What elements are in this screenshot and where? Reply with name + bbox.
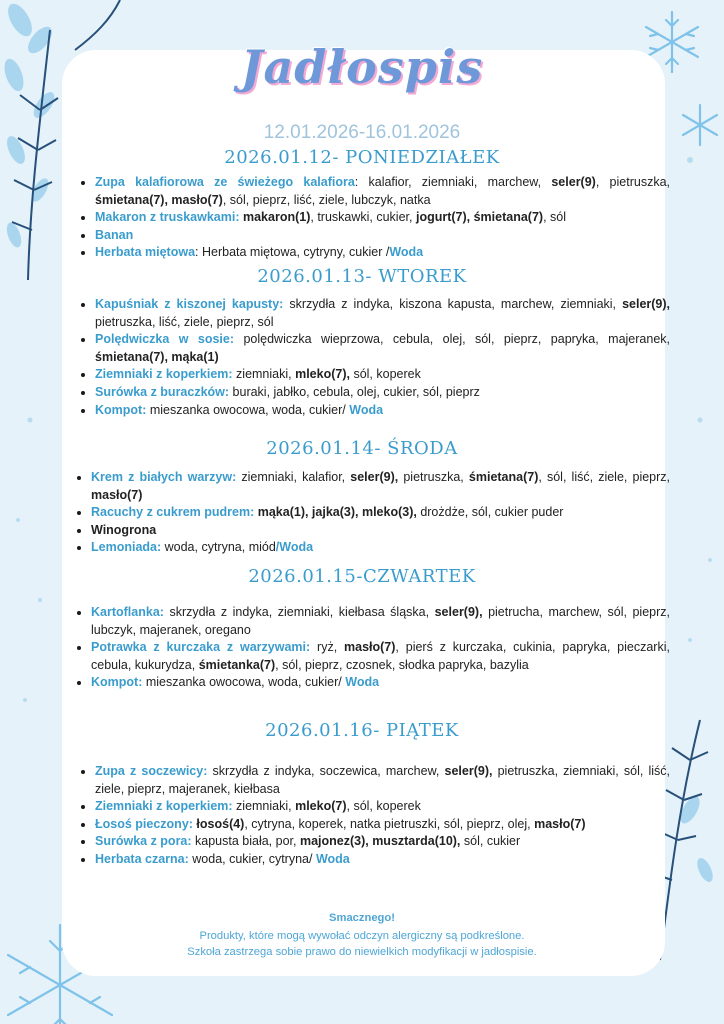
ingredients-text: skrzydła z indyka, kiszona kapusta, marchew, ziemniaki, xyxy=(283,297,623,311)
menu-item xyxy=(95,366,670,384)
dish-name: Makaron z truskawkami: xyxy=(95,210,240,225)
ingredients-text: kapusta biała, por, xyxy=(191,834,300,849)
dish-name: Ziemniaki z koperkiem: xyxy=(95,799,233,814)
menu-item xyxy=(95,851,670,869)
dish-name: Kartoflanka: xyxy=(91,605,164,619)
dish-name: Zupa kalafiorowa ze świeżego kalafiora xyxy=(95,175,355,189)
allergen-ingredient: masło(7) xyxy=(534,816,586,831)
menu-list-wednesday xyxy=(72,469,670,557)
menu-item xyxy=(95,244,670,262)
ingredients-text: sól, cukier xyxy=(460,834,521,849)
dish-name: Winogrona xyxy=(91,522,157,537)
dish-name: Racuchy z cukrem pudrem: xyxy=(91,505,255,520)
menu-item xyxy=(95,402,670,420)
ingredients-text: skrzydła z indyka, soczewica, marchew, xyxy=(207,764,445,778)
day-heading-friday: 2026.01.16- PIĄTEK xyxy=(265,720,459,741)
menu-item xyxy=(95,763,670,798)
allergen-ingredient: seler(9), xyxy=(622,297,671,311)
ingredients-text: woda, cytryna, miód xyxy=(161,540,276,555)
menu-list-thursday xyxy=(72,604,670,692)
ingredients-text: ziemniaki, kalafior, xyxy=(236,470,351,484)
allergen-ingredient: mąka(1), jajka(3), mleko(3), xyxy=(257,505,417,520)
ingredients-text: sól, koperek xyxy=(349,367,421,382)
allergen-ingredient: makaron(1) xyxy=(242,210,311,225)
ingredients-text: ziemniaki, xyxy=(232,367,296,382)
allergen-ingredient: seler(9), xyxy=(350,470,399,484)
allergen-ingredient: seler(9), xyxy=(444,764,493,778)
water-label: /Woda xyxy=(275,540,314,555)
ingredients-text: , sól, koperek xyxy=(346,799,421,814)
menu-item xyxy=(95,331,670,366)
water-label: Woda xyxy=(349,402,384,417)
ingredients-text: , pierś z kurczaka, cukinia, papryka, pieczarki, cebula, kukurydza, xyxy=(91,640,670,672)
allergen-ingredient: seler(9) xyxy=(551,175,596,189)
dish-name: Kompot: xyxy=(91,675,143,690)
allergen-ingredient: łosoś(4) xyxy=(196,816,245,831)
menu-item xyxy=(91,639,670,674)
day-heading-wednesday: 2026.01.14- ŚRODA xyxy=(266,438,458,459)
dish-name: Surówka z pora: xyxy=(95,834,192,849)
allergen-ingredient: mleko(7) xyxy=(295,799,347,814)
allergen-ingredient: seler(9), xyxy=(434,605,483,619)
water-label: Woda xyxy=(345,675,380,690)
allergen-ingredient: śmietana(7) xyxy=(468,470,539,484)
ingredients-text: mieszanka owocowa, woda, cukier/ xyxy=(146,402,350,417)
ingredients-text: , sól xyxy=(543,210,567,225)
dish-name: Herbata miętowa xyxy=(95,245,196,260)
ingredients-text: : kalafior, ziemniaki, marchew, xyxy=(354,175,552,189)
menu-list-friday xyxy=(76,763,670,869)
ingredients-text: pietruszka, liść, ziele, pieprz, sól xyxy=(95,314,274,329)
ingredients-text: drożdże, sól, cukier puder xyxy=(416,505,564,520)
water-label: Woda xyxy=(389,245,424,260)
allergen-ingredient: śmietanka(7) xyxy=(198,657,276,672)
dish-name: Banan xyxy=(95,227,134,242)
menu-item xyxy=(95,816,670,834)
allergen-ingredient: jogurt(7), śmietana(7) xyxy=(415,210,544,225)
ingredients-text: , sól, pieprz, liść, ziele, lubczyk, natka xyxy=(222,192,431,207)
footer-allergen-note: Produkty, które mogą wywołać odczyn alergiczny są podkreślone. xyxy=(199,930,525,942)
ingredients-text: skrzydła z indyka, ziemniaki, kiełbasa śląska, xyxy=(163,605,435,619)
day-heading-thursday: 2026.01.15-CZWARTEK xyxy=(248,566,476,587)
menu-item xyxy=(91,504,670,522)
ingredients-text: pietruszka, xyxy=(398,470,469,484)
menu-item xyxy=(95,227,670,245)
date-range: 12.01.2026-16.01.2026 xyxy=(263,122,461,143)
menu-item xyxy=(95,296,670,331)
dish-name: Potrawka z kurczaka z warzywami: xyxy=(91,640,311,655)
dish-name: Ziemniaki z koperkiem: xyxy=(95,367,233,382)
menu-list-tuesday xyxy=(76,296,670,419)
dish-name: Kapuśniak z kiszonej kapusty: xyxy=(95,297,284,311)
ingredients-text: buraki, jabłko, cebula, olej, cukier, sól, pieprz xyxy=(229,384,480,399)
dish-name: Lemoniada: xyxy=(91,540,162,555)
dish-name: Polędwiczka w sosie: xyxy=(95,332,235,347)
ingredients-text: mieszanka owocowa, woda, cukier/ xyxy=(142,675,346,690)
dish-name: Krem z białych warzyw: xyxy=(91,470,237,484)
footer-greeting: Smacznego! xyxy=(329,912,395,924)
allergen-ingredient: masło(7) xyxy=(91,487,143,502)
ingredients-text: : Herbata miętowa, cytryny, cukier / xyxy=(195,245,390,260)
allergen-ingredient: mleko(7), xyxy=(295,367,350,382)
menu-item xyxy=(91,674,670,692)
ingredients-text: , cytryna, koperek, natka pietruszki, sól, pieprz, olej, xyxy=(244,816,535,831)
dish-name: Herbata czarna: xyxy=(95,851,189,866)
day-heading-tuesday: 2026.01.13- WTOREK xyxy=(257,266,467,287)
menu-item xyxy=(95,798,670,816)
water-label: Woda xyxy=(315,851,350,866)
ingredients-text: pietrucha, marchew, sól, pieprz, lubczyk, majeranek, oregano xyxy=(91,605,670,637)
dish-name: Łosoś pieczony: xyxy=(95,816,193,831)
day-heading-monday: 2026.01.12- PONIEDZIAŁEK xyxy=(224,147,500,168)
ingredients-text: , pietruszka, xyxy=(595,175,670,189)
ingredients-text: , sól, pieprz, czosnek, słodka papryka, bazylia xyxy=(275,657,529,672)
menu-item xyxy=(95,174,670,209)
dish-name: Kompot: xyxy=(95,402,147,417)
menu-item xyxy=(91,604,670,639)
allergen-ingredient: śmietana(7), mąka(1) xyxy=(95,349,219,364)
ingredients-text: pietruszka, ziemniaki, sól, liść, ziele, pieprz, majeranek, kiełbasa xyxy=(95,764,670,796)
menu-item xyxy=(95,384,670,402)
menu-item xyxy=(91,469,670,504)
allergen-ingredient: masło(7) xyxy=(344,640,396,655)
dish-name: Zupa z soczewicy: xyxy=(95,764,208,778)
menu-item xyxy=(91,522,670,540)
menu-item xyxy=(95,209,670,227)
ingredients-text: ryż, xyxy=(310,640,345,655)
menu-item xyxy=(91,539,670,557)
menu-list-monday xyxy=(76,174,670,262)
ingredients-text: , truskawki, cukier, xyxy=(310,210,416,225)
menu-item xyxy=(95,833,670,851)
page-title: Jadłospis xyxy=(240,40,484,94)
footer-modification-note: Szkoła zastrzega sobie prawo do niewielkich modyfikacji w jadłospisie. xyxy=(187,946,537,958)
allergen-ingredient: śmietana(7), masło(7) xyxy=(95,192,223,207)
allergen-ingredient: majonez(3), musztarda(10), xyxy=(299,834,461,849)
ingredients-text: woda, cukier, cytryna/ xyxy=(188,851,316,866)
dish-name: Surówka z buraczków: xyxy=(95,384,230,399)
ingredients-text: polędwiczka wieprzowa, cebula, olej, sól, pieprz, papryka, majeranek, xyxy=(234,332,670,347)
ingredients-text: , sól, liść, ziele, pieprz, xyxy=(538,470,671,484)
ingredients-text: ziemniaki, xyxy=(232,799,296,814)
